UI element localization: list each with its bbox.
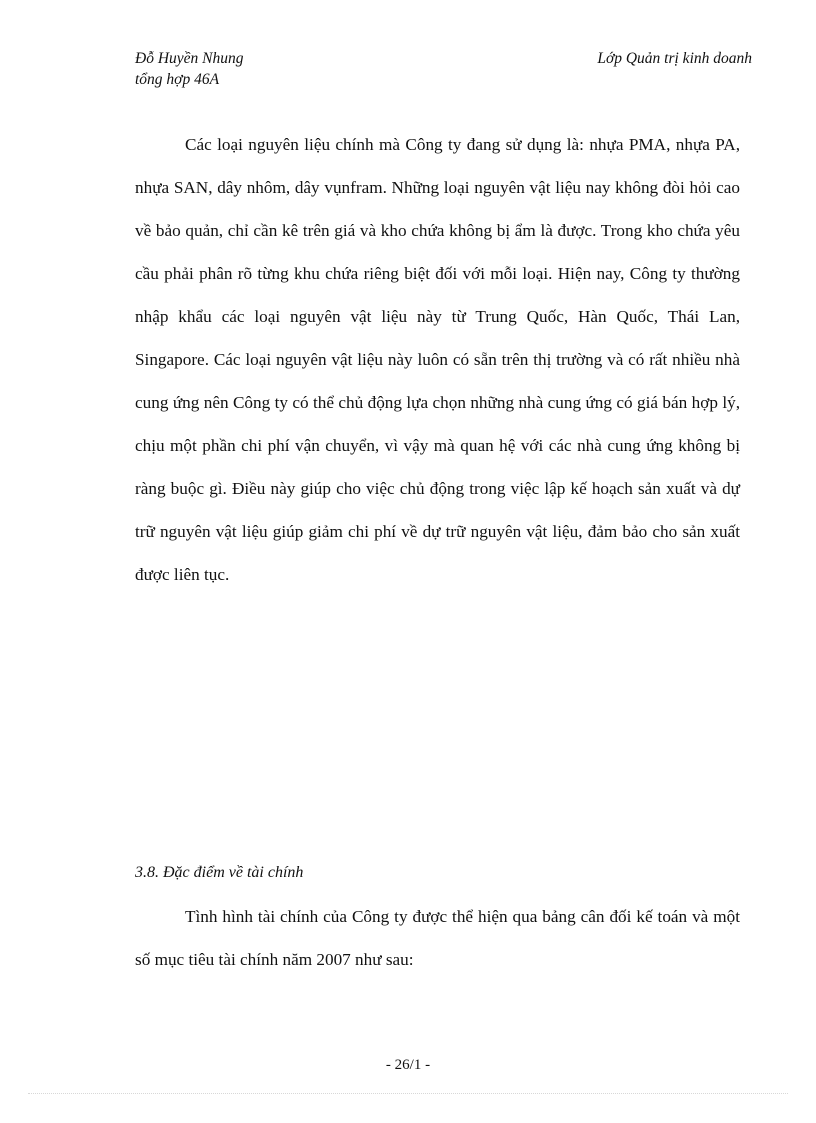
page-number: - 26/1 - [385,1057,431,1073]
page-header-right [597,48,752,69]
paragraph-financial-situation: Tình hình tài chính của Công ty được thể hiện qua bảng cân đối kế toán và một số mục tiêu tài chính năm 2007 như sau: [135,907,740,969]
header-class-line2: tổng hợp 46A [135,71,220,88]
bottom-divider [28,1093,788,1094]
header-author: Đỗ Huyền Nhung [135,50,244,67]
page-header-left [135,48,244,90]
section-heading: 3.8. Đặc điểm về tài chính [135,864,304,881]
paragraph-raw-materials: Các loại nguyên liệu chính mà Công ty đang sử dụng là: nhựa PMA, nhựa PA, nhựa SAN, dây nhôm, dây vụnfram. Những loại nguyên vật liệu nay không đòi hỏi cao về bảo quản, chỉ cần kê trên giá và kho chứa không bị ẩm là được. Trong kho chứa yêu cầu phải phân rõ từng khu chứa riêng biệt đối với mỗi loại. Hiện nay, Công ty thường nhập khẩu các loại nguyên vật liệu này từ Trung Quốc, Hàn Quốc, Thái Lan, Singapore. Các loại nguyên vật liệu này luôn có sẵn trên thị trường và có rất nhiều nhà cung ứng nên Công ty có thể chủ động lựa chọn những nhà cung ứng có giá bán hợp lý, chịu một phần chi phí vận chuyển, vì vậy mà quan hệ với các nhà cung ứng không bị ràng buộc gì. Điều này giúp cho việc chủ động trong việc lập kế hoạch sản xuất và dự trữ nguyên vật liệu giúp giảm chi phí về dự trữ nguyên vật liệu, đảm bảo cho sản xuất được liên tục. [135,135,740,584]
header-class-line1: Lớp Quản trị kinh doanh [597,50,752,67]
